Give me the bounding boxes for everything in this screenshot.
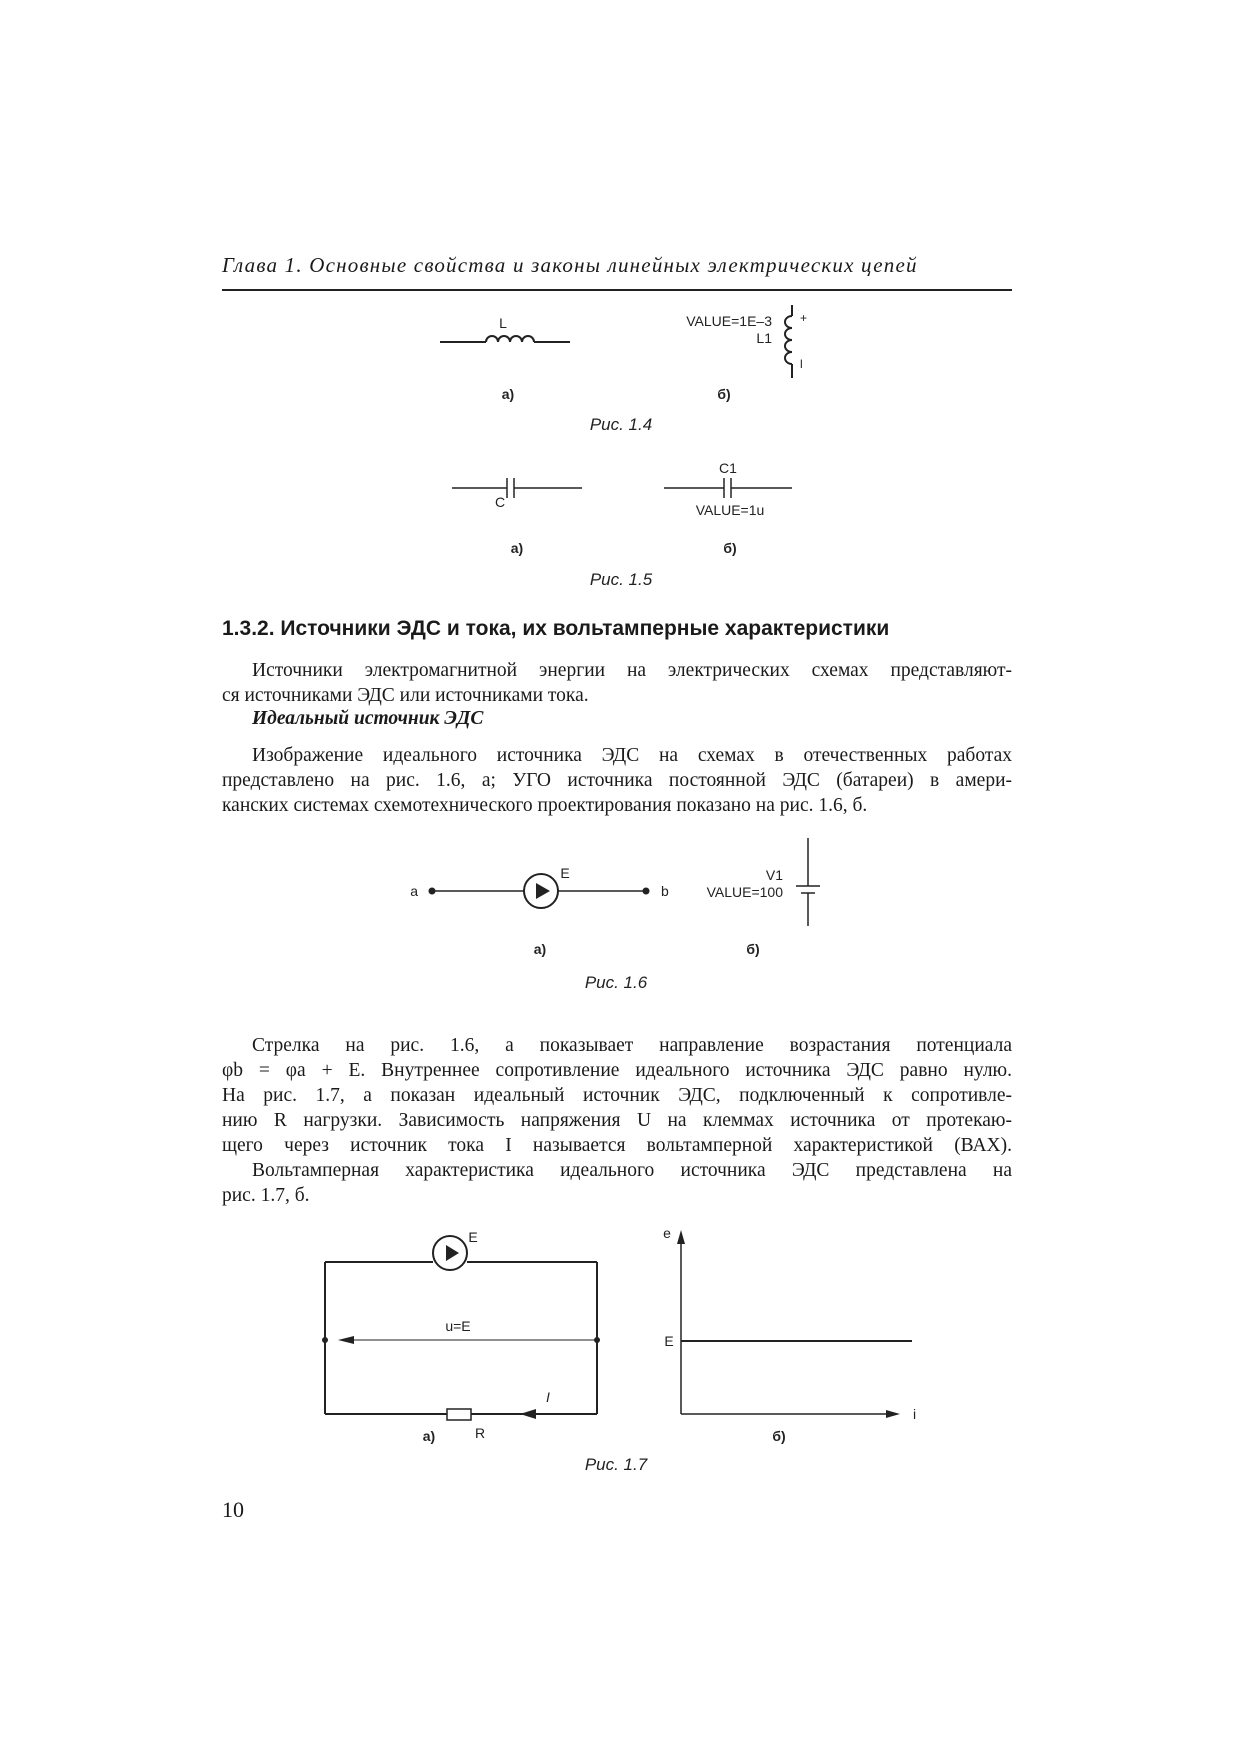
- header-rule: [222, 289, 1012, 291]
- fig-1-4b-name: L1: [756, 330, 772, 346]
- emf-source-circuit-a: [432, 874, 646, 908]
- fig-1-6b-name: V1: [765, 867, 783, 883]
- fig-1-4b-sublabel: б): [717, 386, 731, 402]
- inductor-vertical-symbol: [785, 305, 792, 378]
- fig-1-7a-sublabel: а): [422, 1428, 436, 1444]
- node-left-dot: [322, 1337, 328, 1343]
- fig-1-5b-value: VALUE=1u: [695, 502, 765, 518]
- paragraph-2: [222, 743, 1012, 818]
- paragraph-1-line: Источники электромагнитной энергии на электрических схемах представляют-: [252, 660, 1012, 681]
- paragraph-4-line: Вольтамперная характеристика идеального источника ЭДС представлена на: [252, 1160, 1012, 1181]
- vi-chart-axes: [681, 1238, 890, 1414]
- capacitor-symbol-b: [664, 478, 792, 498]
- battery-symbol: [796, 838, 820, 926]
- fig-1-4a-sublabel: а): [501, 386, 515, 402]
- fig-1-4a-component-label: L: [499, 315, 507, 331]
- fig-1-6-caption: Рис. 1.6: [584, 973, 648, 992]
- fig-1-7a-voltage-label: u=E: [445, 1318, 471, 1334]
- fig-1-5b-name: C1: [719, 460, 737, 476]
- emf-arrow-icon: [536, 883, 550, 899]
- y-axis-arrow-head: [677, 1230, 685, 1244]
- subheading-ideal-emf-source: Идеальный источник ЭДС: [252, 708, 484, 729]
- fig-1-6b-value: VALUE=100: [706, 884, 783, 900]
- fig-1-7a-source-label: E: [468, 1229, 478, 1245]
- fig-1-5b-sublabel: б): [723, 540, 737, 556]
- fig-1-4b-plus: +: [800, 311, 808, 325]
- chart-y-axis-label: e: [663, 1225, 671, 1241]
- paragraph-2-line: Изображение идеального источника ЭДС на схемах в отечественных работах: [252, 745, 1012, 766]
- fig-1-6a-node-a: a: [410, 883, 418, 899]
- paragraph-4-line: рис. 1.7, б.: [222, 1185, 310, 1206]
- capacitor-symbol-a: [452, 478, 582, 498]
- circuit-loop: [325, 1236, 597, 1414]
- chart-x-axis-label: i: [913, 1406, 917, 1422]
- fig-1-4-caption: Рис. 1.4: [589, 415, 653, 434]
- fig-1-7-caption: Рис. 1.7: [584, 1455, 648, 1474]
- node-right-dot: [594, 1337, 600, 1343]
- fig-1-5-caption: Рис. 1.5: [589, 570, 653, 589]
- paragraph-1: [222, 658, 1012, 708]
- inductor-horizontal-symbol: [440, 336, 570, 342]
- fig-1-5a-component-label: C: [494, 494, 506, 510]
- node-a-dot: [429, 888, 436, 895]
- paragraph-2-line: канских системах схемотехнического проектирования показано на рис. 1.6, б.: [222, 795, 868, 816]
- fig-1-7a-current-label: I: [546, 1389, 550, 1405]
- fig-1-7b-sublabel: б): [772, 1428, 786, 1444]
- fig-1-6a-sublabel: а): [533, 941, 547, 957]
- node-b-dot: [643, 888, 650, 895]
- section-title: 1.3.2. Источники ЭДС и тока, их вольтамперные характеристики: [222, 617, 890, 640]
- paragraph-3-line: нию R нагрузки. Зависимость напряжения U на клеммах источника от протекаю-: [222, 1110, 1012, 1131]
- paragraph-3: [222, 1033, 1012, 1158]
- fig-1-4b-minus: l: [800, 357, 803, 371]
- fig-1-6a-node-b: b: [661, 883, 669, 899]
- resistor-symbol: [447, 1409, 471, 1420]
- fig-1-6b-sublabel: б): [746, 941, 760, 957]
- fig-1-7a-resistor-label: R: [474, 1425, 486, 1441]
- chapter-header-title: Глава 1. Основные свойства и законы линейных электрических цепей: [222, 253, 918, 277]
- paragraph-3-line: Стрелка на рис. 1.6, а показывает направление возрастания потенциала: [252, 1035, 1012, 1056]
- voltage-arrow-head: [338, 1336, 354, 1344]
- fig-1-6a-source-label: E: [560, 865, 570, 881]
- fig-1-4b-value: VALUE=1E–3: [686, 313, 772, 329]
- paragraph-3-line: щего через источник тока I называется вольтамперной характеристикой (ВАХ).: [222, 1135, 1012, 1156]
- x-axis-arrow-head: [886, 1410, 900, 1418]
- page-number: 10: [222, 1497, 244, 1522]
- paragraph-4: [222, 1158, 1012, 1208]
- emf-arrow-icon: [446, 1245, 459, 1261]
- paragraph-3-line: На рис. 1.7, а показан идеальный источник ЭДС, подключенный к сопротивле-: [222, 1085, 1012, 1106]
- paragraph-2-line: представлено на рис. 1.6, а; УГО источника постоянной ЭДС (батареи) в амери-: [222, 770, 1012, 791]
- current-arrow-head: [520, 1409, 536, 1419]
- paragraph-1-line: ся источниками ЭДС или источниками тока.: [222, 685, 589, 706]
- paragraph-3-line: φb = φa + E. Внутреннее сопротивление идеального источника ЭДС равно нулю.: [222, 1060, 1012, 1081]
- fig-1-5a-sublabel: а): [510, 540, 524, 556]
- chart-level-label: E: [664, 1333, 674, 1349]
